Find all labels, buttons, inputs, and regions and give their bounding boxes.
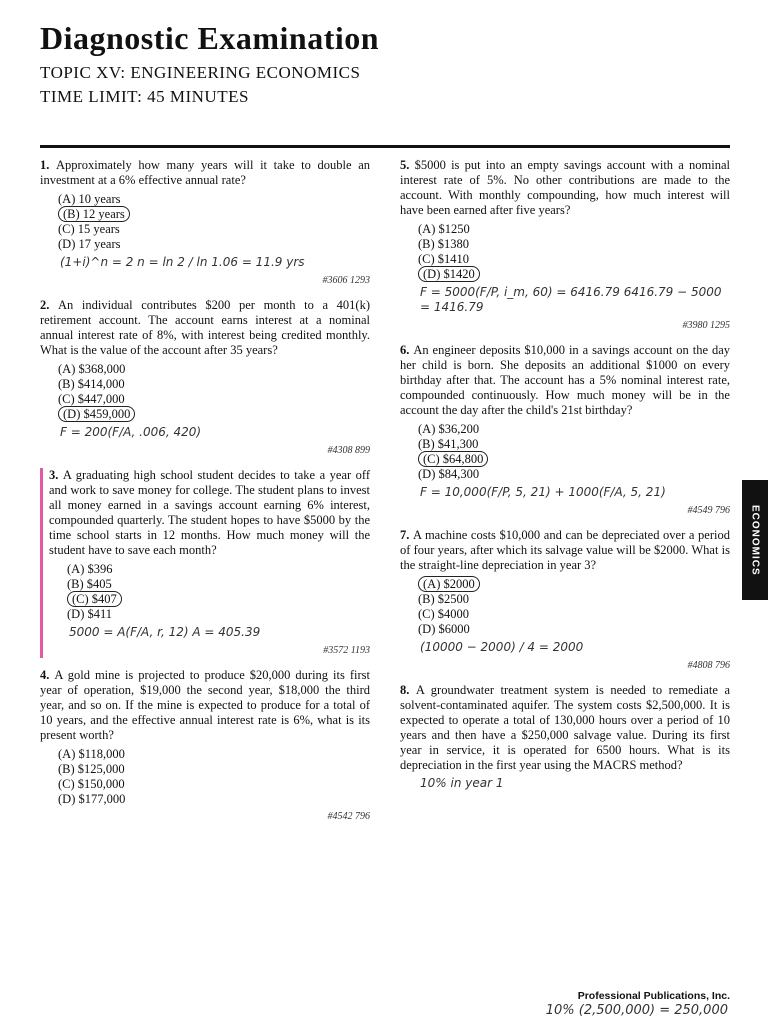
question-number: 5. bbox=[400, 158, 415, 172]
answer-options bbox=[49, 562, 370, 622]
question-number: 4. bbox=[40, 668, 55, 682]
answer-option[interactable]: (A) $396 bbox=[67, 562, 113, 576]
question-text: An individual contributes $200 per month to a 401(k) retirement account. The account earns interest at a nominal annual interest rate of 8%, with interest being credited monthly. What is the value of the account after 35 years? bbox=[40, 298, 370, 357]
answer-option[interactable]: (C) $447,000 bbox=[58, 392, 125, 406]
answer-options bbox=[40, 747, 370, 807]
handwritten-work: (1+i)^n = 2 n = ln 2 / ln 1.06 = 11.9 yrs bbox=[60, 255, 305, 269]
answer-option[interactable]: (B) $405 bbox=[67, 577, 112, 591]
answer-options bbox=[40, 362, 370, 422]
question-number: 7. bbox=[400, 528, 413, 542]
question-id: #3572 1193 bbox=[323, 645, 370, 656]
time-limit: TIME LIMIT: 45 MINUTES bbox=[40, 87, 249, 106]
question-id: #4308 899 bbox=[327, 445, 370, 456]
question-text: A groundwater treatment system is needed to remediate a solvent-contaminated aquifer. The system costs $2,500,000. It is expected to operate a total of 130,000 hours over a period of 10 years and then have a $250,000 salvage value. During its first year in service, it is operated for 6500 hours. What is its depreciation in the first year using the MACRS method? bbox=[400, 683, 730, 772]
question-text: A machine costs $10,000 and can be depreciated over a period of four years, after which its salvage value will be $2000. What is the straight-line depreciation in year 3? bbox=[400, 528, 730, 572]
answer-option[interactable]: (C) $4000 bbox=[418, 607, 470, 621]
answer-option[interactable]: (C) $150,000 bbox=[58, 777, 125, 791]
question-number: 6. bbox=[400, 343, 414, 357]
answer-options bbox=[40, 192, 370, 252]
question-id: #3606 1293 bbox=[322, 275, 370, 286]
answer-option[interactable]: (B) $41,300 bbox=[418, 437, 479, 451]
answer-option[interactable]: (A) $1250 bbox=[418, 222, 470, 236]
question-text: A graduating high school student decides to take a year off and work to save money for college. The student plans to invest all money earned in a savings account earning 6% interest, compounded quarterly. The student hopes to have $5000 by the time school starts in 12 months. How much money will the student have to save each month? bbox=[49, 468, 370, 557]
handwritten-work: (10000 − 2000) / 4 = 2000 bbox=[420, 640, 584, 654]
question-8 bbox=[400, 683, 730, 791]
question-stem bbox=[400, 528, 730, 573]
question-id: #4542 796 bbox=[327, 811, 370, 822]
handwritten-work: F = 200(F/A, .006, 420) bbox=[60, 425, 202, 439]
question-number: 1. bbox=[40, 158, 57, 172]
question-id: #4549 796 bbox=[687, 505, 730, 516]
handwritten-work: F = 10,000(F/P, 5, 21) + 1000(F/A, 5, 21) bbox=[420, 485, 666, 499]
question-stem bbox=[49, 468, 370, 558]
question-3 bbox=[40, 468, 370, 658]
question-stem bbox=[400, 343, 730, 418]
answer-option[interactable]: (A) 10 years bbox=[58, 192, 121, 206]
question-number: 2. bbox=[40, 298, 58, 312]
question-id: #4808 796 bbox=[687, 660, 730, 671]
question-text: $5000 is put into an empty savings account with a nominal interest rate of 5%. No other contributions are made to the account. With monthly compounding, how much interest will have been earned after five years? bbox=[400, 158, 731, 217]
answer-option[interactable]: (A) $118,000 bbox=[58, 747, 125, 761]
question-stem bbox=[40, 158, 370, 188]
question-text: A gold mine is projected to produce $20,000 during its first year of operation, $19,000 the second year, $18,000 the third year, and so on. If the mine is expected to produce for a total of 10 years, and the effective annual interest rate is 6%, what is its present worth? bbox=[40, 668, 371, 742]
answer-option[interactable]: (C) $64,800 bbox=[418, 452, 730, 467]
header-rule bbox=[40, 145, 730, 148]
question-6 bbox=[400, 343, 730, 518]
question-text: An engineer deposits $10,000 in a savings account on the day her child is born. She deposits an additional $1000 on every birthday after that. The account has a 5% nominal interest rate, compounded continuously. How much money will be in the account the day after the child's 21st birthday? bbox=[400, 343, 730, 417]
answer-option[interactable]: (B) $125,000 bbox=[58, 762, 125, 776]
answer-options bbox=[400, 222, 730, 282]
answer-options bbox=[400, 422, 730, 482]
page-subtitle: TOPIC XV: ENGINEERING ECONOMICS bbox=[40, 63, 361, 82]
question-2 bbox=[40, 298, 370, 458]
question-7 bbox=[400, 528, 730, 673]
handwritten-work: 10% in year 1 bbox=[420, 776, 504, 790]
section-tab: ECONOMICS bbox=[742, 480, 768, 600]
answer-option[interactable]: (B) 12 years bbox=[58, 207, 370, 222]
page-title: Diagnostic Examination bbox=[40, 20, 380, 56]
answer-option[interactable]: (D) $177,000 bbox=[58, 792, 126, 806]
header bbox=[40, 20, 730, 107]
right-column bbox=[400, 158, 730, 801]
answer-option[interactable]: (B) $1380 bbox=[418, 237, 470, 251]
question-stem bbox=[400, 158, 730, 218]
question-1 bbox=[40, 158, 370, 288]
answer-options bbox=[400, 577, 730, 637]
answer-option[interactable]: (D) 17 years bbox=[58, 237, 121, 251]
question-id: #3980 1295 bbox=[682, 320, 730, 331]
left-column bbox=[40, 158, 370, 834]
question-5 bbox=[400, 158, 730, 333]
answer-option[interactable]: (D) $6000 bbox=[418, 622, 470, 636]
answer-option[interactable]: (C) 15 years bbox=[58, 222, 120, 236]
handwritten-work: F = 5000(F/P, i_m, 60) = 6416.79 6416.79 − 5000 = 1416.79 bbox=[420, 285, 722, 314]
answer-option[interactable]: (D) $459,000 bbox=[58, 407, 370, 422]
question-number: 3. bbox=[49, 468, 63, 482]
answer-option[interactable]: (B) $414,000 bbox=[58, 377, 125, 391]
question-4 bbox=[40, 668, 370, 824]
question-stem bbox=[40, 298, 370, 358]
answer-option[interactable]: (D) $1420 bbox=[418, 267, 730, 282]
question-stem bbox=[40, 668, 370, 743]
handwritten-work: 5000 = A(F/A, r, 12) A = 405.39 bbox=[69, 625, 261, 639]
answer-option[interactable]: (A) $368,000 bbox=[58, 362, 126, 376]
handwritten-note: 10% (2,500,000) = 250,000 bbox=[545, 1003, 728, 1018]
answer-option[interactable]: (A) $36,200 bbox=[418, 422, 480, 436]
publisher-footer: Professional Publications, Inc. bbox=[577, 990, 730, 1002]
answer-option[interactable]: (C) $407 bbox=[67, 592, 370, 607]
answer-option[interactable]: (B) $2500 bbox=[418, 592, 470, 606]
answer-option[interactable]: (D) $84,300 bbox=[418, 467, 480, 481]
question-stem bbox=[400, 683, 730, 773]
question-number: 8. bbox=[400, 683, 416, 697]
answer-option[interactable]: (A) $2000 bbox=[418, 577, 730, 592]
question-text: Approximately how many years will it take to double an investment at a 6% effective annual rate? bbox=[40, 158, 370, 187]
answer-option[interactable]: (D) $411 bbox=[67, 607, 113, 621]
answer-option[interactable]: (C) $1410 bbox=[418, 252, 470, 266]
